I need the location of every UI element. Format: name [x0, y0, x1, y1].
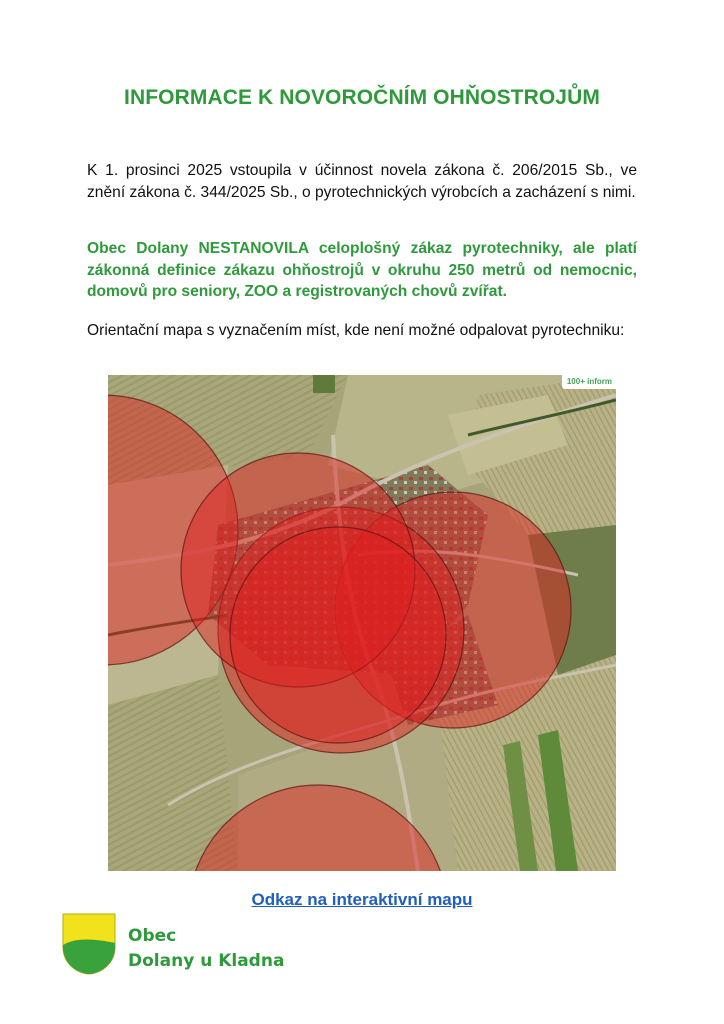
- restriction-map[interactable]: [108, 375, 616, 871]
- page-title: INFORMACE K NOVOROČNÍM OHŇOSTROJŮM: [124, 86, 600, 109]
- logo-line-1: Obec: [128, 926, 177, 946]
- logo-line-2: Dolany u Kladna: [128, 951, 285, 971]
- notice-paragraph: Obec Dolany NESTANOVILA celoplošný zákaz pyrotechniky, ale platí zákonná definice zákazu ohňostrojů v okruhu 250 metrů od nemocnic, domovů pro seniory, ZOO a registrovaných chovů zvířat.: [87, 240, 637, 300]
- interactive-map-link[interactable]: Odkaz na interaktivní mapu: [251, 890, 473, 909]
- map-badge: 100+ inform: [562, 375, 616, 389]
- map-caption: Orientační mapa s vyznačením míst, kde není možné odpalovat pyrotechniku:: [87, 322, 625, 339]
- map-image: [108, 375, 616, 871]
- coat-of-arms-icon: [62, 913, 116, 975]
- intro-paragraph: K 1. prosinci 2025 vstoupila v účinnost novela zákona č. 206/2015 Sb., ve znění zákona č. 344/2025 Sb., o pyrotechnických výrobcích a zacházení s nimi.: [87, 162, 637, 201]
- municipality-name: [128, 924, 284, 974]
